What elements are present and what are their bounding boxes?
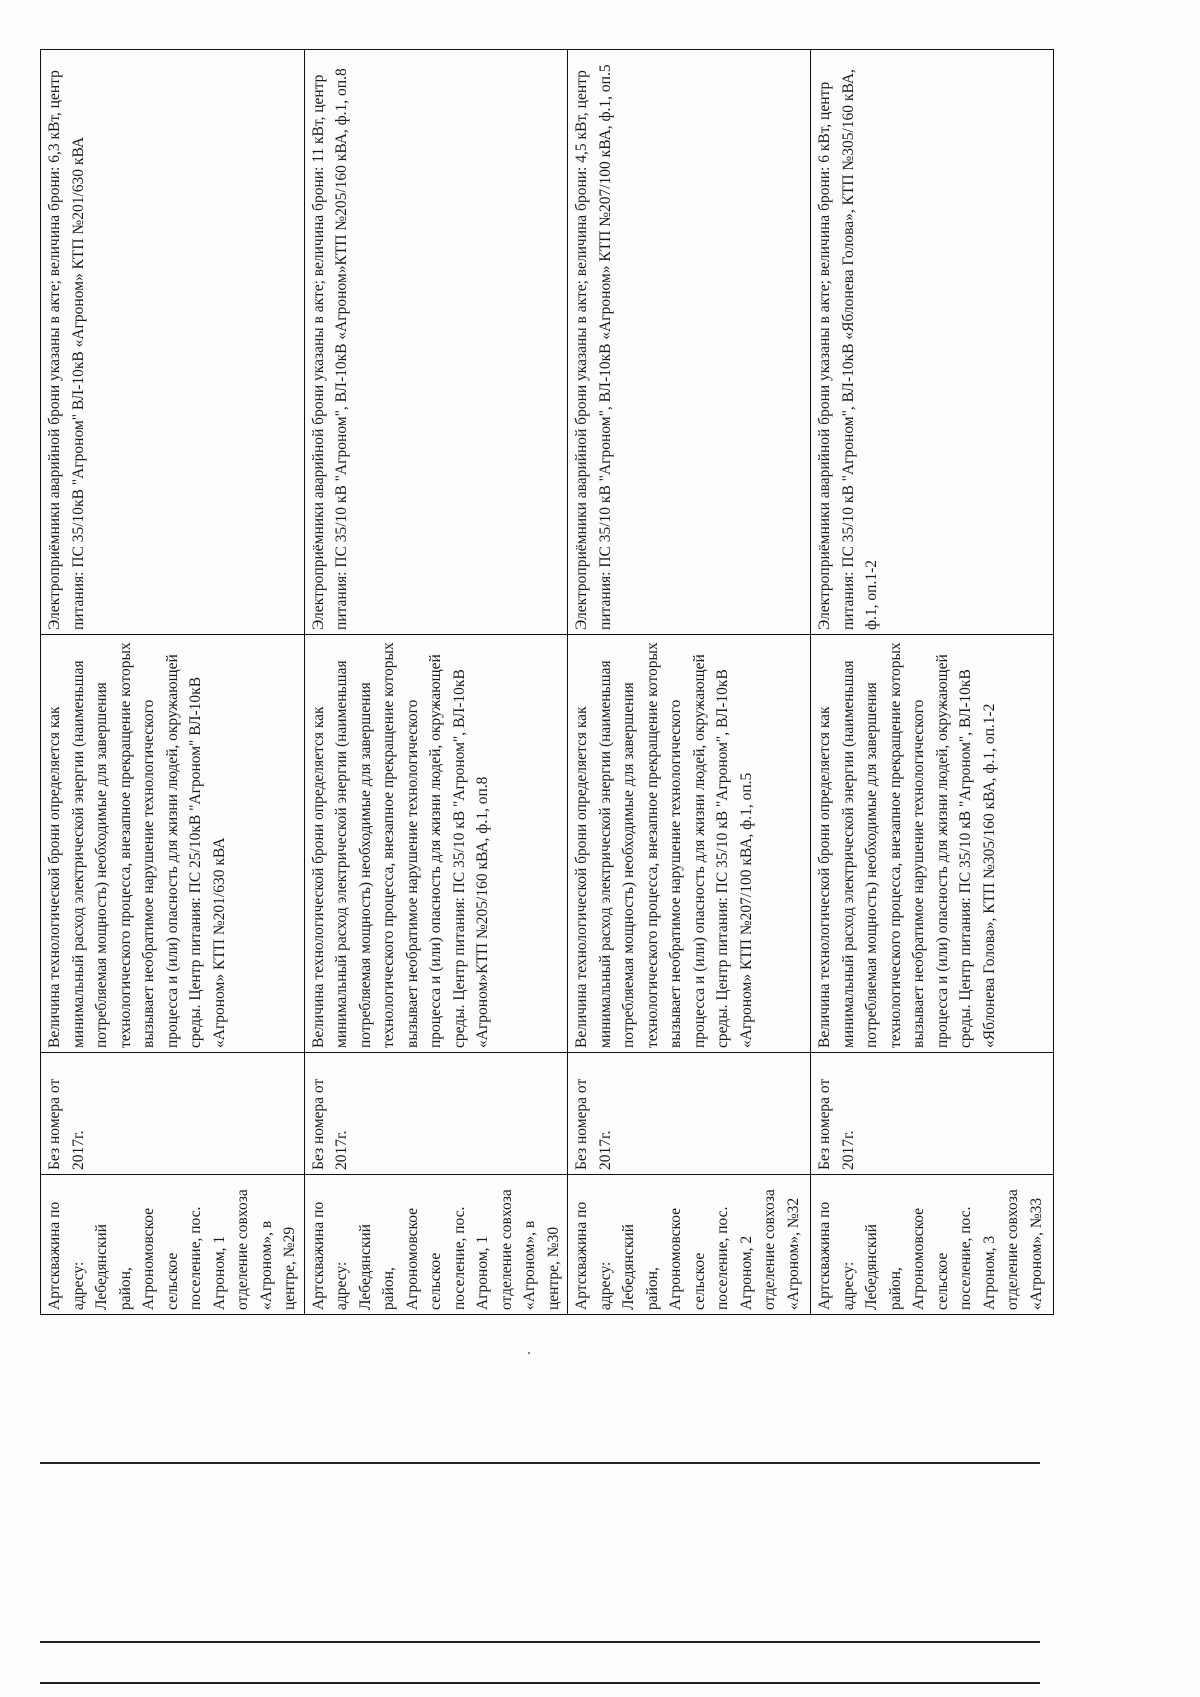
act-cell-text: Без номера от 2017г. [816,1078,857,1170]
table-row [568,50,811,1315]
tech-reserve-cell [568,635,811,1053]
address-cell-text: Артскважина по адресу: Лебедянский район, Агрономовское сельское поселение, пос. Агроном, 3 отделение совхоза «Агроном», №33 [816,1189,1045,1310]
act-cell-text: Без номера от 2017г. [573,1078,614,1170]
address-cell [568,1175,811,1315]
reserve-table [40,49,1054,1315]
blank-row-line-3 [40,1682,1040,1684]
rotated-table-wrapper [40,50,1045,1315]
table-row [811,50,1054,1315]
act-cell [41,1053,305,1175]
emergency-reserve-cell [811,50,1054,635]
table-row [41,50,305,1315]
address-cell [41,1175,305,1315]
emergency-reserve-cell-text: Электроприёмники аварийной брони указаны в акте; величина брони: 6 кВт, центр питания: ПС 35/10 кВ "Агроном", ВЛ-10кВ «Яблонева Голова», КТП №305/160 кВА, ф.1, оп.1-2 [816,69,880,630]
tech-reserve-cell-text: Величина технологической брони определяется как минимальный расход электрической энергии (наименьшая потребляемая мощность) необходимые для завершения технологического процесса, внезапное прекращение которых вызывает необратимое нарушение технологического процесса и (или) опасность для жизни людей, окружающей среды. Центр питания: ПС 25/10кВ "Агроном" ВЛ-10кВ «Агроном» КТП №201/630 кВА [46,642,228,1048]
address-cell-text: Артскважина по адресу: Лебедянский район, Агрономовское сельское поселение, пос. Агроном, 1 отделение совхоза «Агроном», в центре, №30 [309,1189,562,1310]
emergency-reserve-cell [304,50,568,635]
blank-row-line-1 [40,1462,1040,1464]
act-cell [811,1053,1054,1175]
emergency-reserve-cell-text: Электроприёмники аварийной брони указаны в акте; величина брони: 4,5 кВт, центр питания: ПС 35/10 кВ "Агроном", ВЛ-10кВ «Агроном» КТП №207/100 кВА, ф.1, оп.5 [573,64,614,630]
tech-reserve-cell-text: Величина технологической брони определяется как минимальный расход электрической энергии (наименьшая потребляемая мощность) необходимые для завершения технологического процесса, внезапное прекращение которых вызывает необратимое нарушение технологического процесса и (или) опасность для жизни людей, окружающей среды. Центр питания: ПС 35/10 кВ "Агроном", ВЛ-10кВ «Агроном» КТП №207/100 кВА, ф.1, оп.5 [573,642,755,1048]
tech-reserve-cell [304,635,568,1053]
tech-reserve-cell-text: Величина технологической брони определяется как минимальный расход электрической энергии (наименьшая потребляемая мощность) необходимые для завершения технологического процесса, внезапное прекращение которых вызывает необратимое нарушение технологического процесса и (или) опасность для жизни людей, окружающей среды. Центр питания: ПС 35/10 кВ "Агроном", ВЛ-10кВ «Яблонева Голова», КТП №305/160 кВА, ф.1, оп.1-2 [816,642,998,1048]
table-row [304,50,568,1315]
scan-speck [528,1352,530,1354]
table-body [41,50,1054,1315]
address-cell [304,1175,568,1315]
address-cell [811,1175,1054,1315]
act-cell-text: Без номера от 2017г. [46,1078,87,1170]
tech-reserve-cell [811,635,1054,1053]
address-cell-text: Артскважина по адресу: Лебедянский район, Агрономовское сельское поселение, пос. Агроном, 2 отделение совхоза «Агроном», №32 [573,1189,802,1310]
emergency-reserve-cell [568,50,811,635]
act-cell [568,1053,811,1175]
emergency-reserve-cell [41,50,305,635]
emergency-reserve-cell-text: Электроприёмники аварийной брони указаны в акте; величина брони: 11 кВт, центр питания: ПС 35/10 кВ "Агроном", ВЛ-10кВ «Агроном»КТП №205/160 кВА, ф.1, оп.8 [309,68,350,630]
act-cell-text: Без номера от 2017г. [309,1078,350,1170]
emergency-reserve-cell-text: Электроприёмники аварийной брони указаны в акте; величина брони: 6,3 кВт, центр питания: ПС 35/10кВ "Агроном" ВЛ-10кВ «Агроном» КТП №201/630 кВА [46,70,87,630]
tech-reserve-cell [41,635,305,1053]
tech-reserve-cell-text: Величина технологической брони определяется как минимальный расход электрической энергии (наименьшая потребляемая мощность) необходимые для завершения технологического процесса, внезапное прекращение которых вызывает необратимое нарушение технологического процесса и (или) опасность для жизни людей, окружающей среды. Центр питания: ПС 35/10 кВ "Агроном", ВЛ-10кВ «Агроном»КТП №205/160 кВА, ф.1, оп.8 [309,642,491,1048]
act-cell [304,1053,568,1175]
blank-row-line-2 [40,1641,1040,1643]
address-cell-text: Артскважина по адресу: Лебедянский район, Агрономовское сельское поселение, пос. Агроном, 1 отделение совхоза «Агроном», в центре, №29 [46,1189,298,1310]
